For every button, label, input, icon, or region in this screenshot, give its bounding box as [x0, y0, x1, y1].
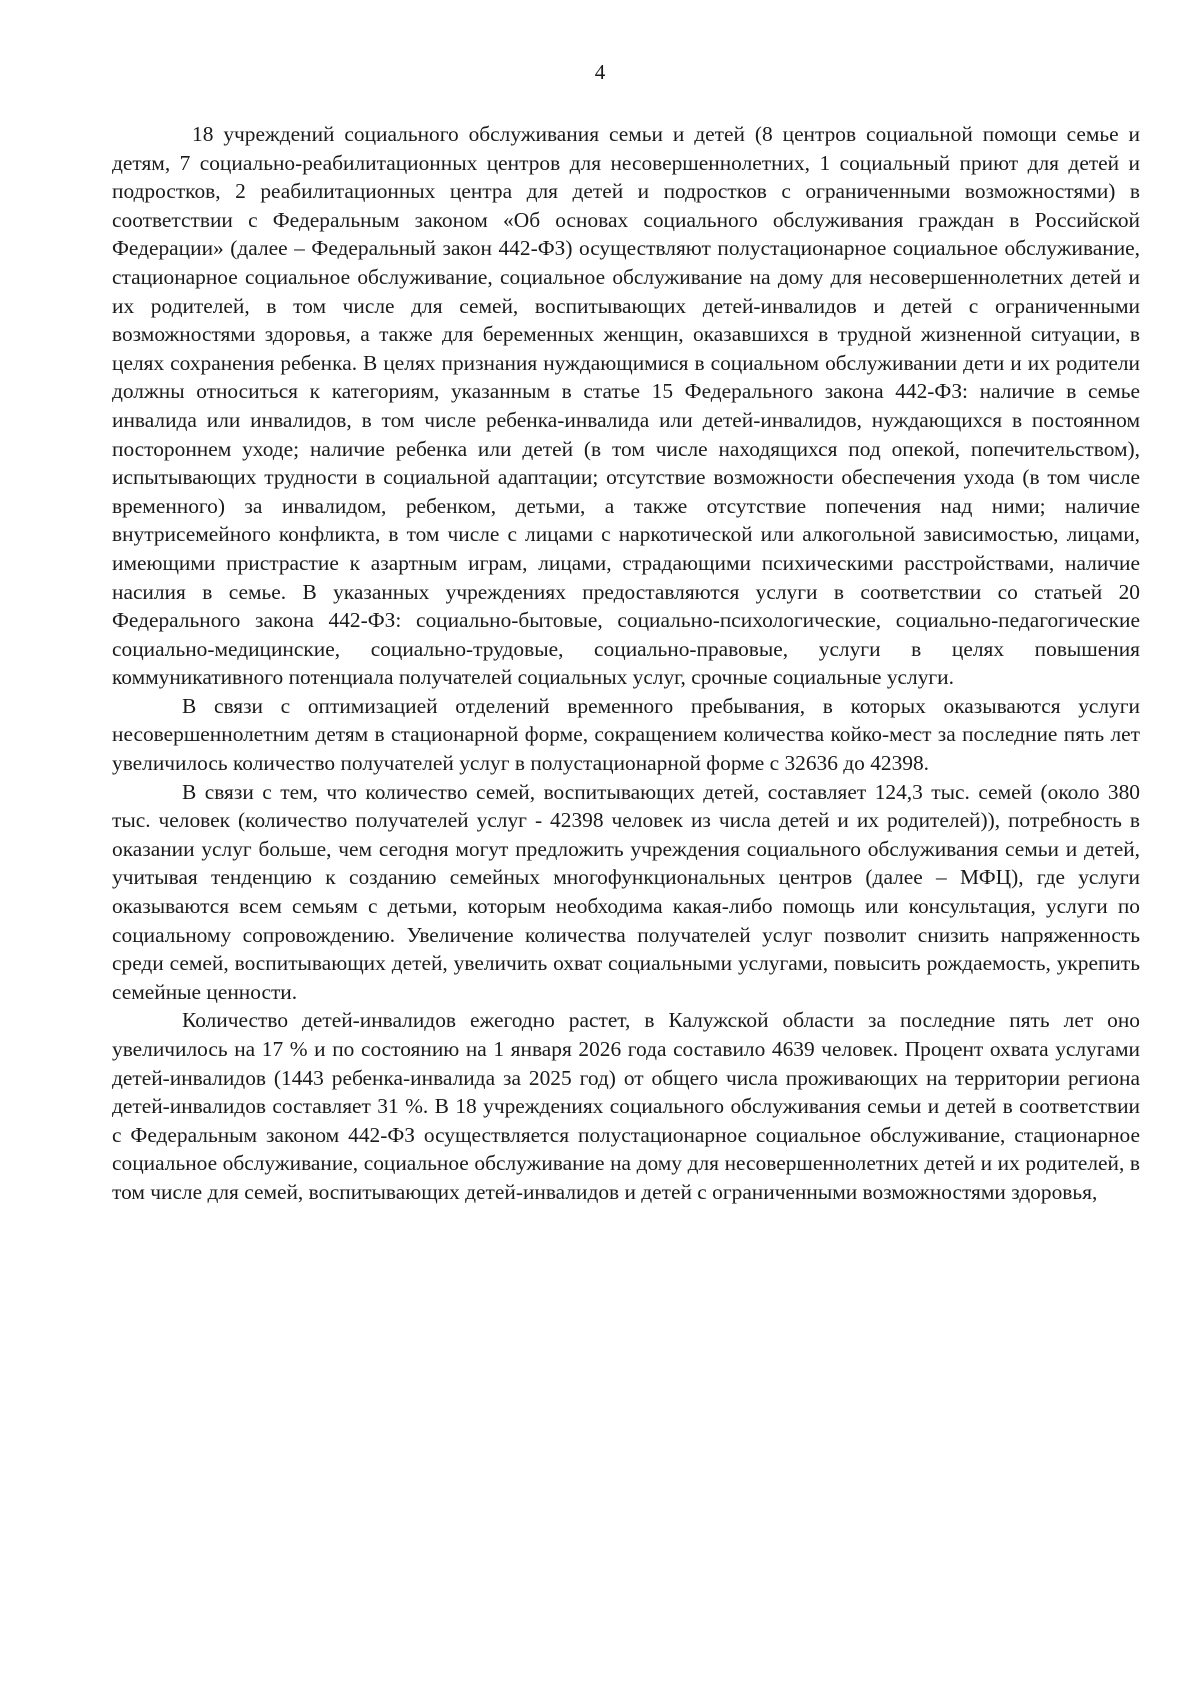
document-body	[112, 120, 1140, 1207]
paragraph: Количество детей-инвалидов ежегодно растет, в Калужской области за последние пять лет оно увеличилось на 17 % и по состоянию на 1 января 2026 года составило 4639 человек. Процент охвата услугами детей-инвалидов (1443 ребенка-инвалида за 2025 год) от общего числа проживающих на территории региона детей-инвалидов составляет 31 %. В 18 учреждениях социального обслуживания семьи и детей в соответствии с Федеральным законом 442-ФЗ осуществляется полустационарное социальное обслуживание, стационарное социальное обслуживание, социальное обслуживание на дому для несовершеннолетних детей и их родителей, в том числе для семей, воспитывающих детей-инвалидов и детей с ограниченными возможностями здоровья,	[112, 1008, 1140, 1204]
paragraph: 18 учреждений социального обслуживания семьи и детей (8 центров социальной помощи семье и детям, 7 социально-реабилитационных центров для несовершеннолетних, 1 социальный приют для детей и подростков, 2 реабилитационных центра для детей и подростков с ограниченными возможностями) в соответствии с Федеральным законом «Об основах социального обслуживания граждан в Российской Федерации» (далее – Федеральный закон 442-ФЗ) осуществляют полустационарное социальное обслуживание, стационарное социальное обслуживание, социальное обслуживание на дому для несовершеннолетних детей и их родителей, в том числе для семей, воспитывающих детей-инвалидов и детей с ограниченными возможностями здоровья, а также для беременных женщин, оказавшихся в трудной жизненной ситуации, в целях сохранения ребенка. В целях признания нуждающимися в социальном обслуживании дети и их родители должны относиться к категориям, указанным в статье 15 Федерального закона 442-ФЗ: наличие в семье инвалида или инвалидов, в том числе ребенка-инвалида или детей-инвалидов, нуждающихся в постоянном постороннем уходе; наличие ребенка или детей (в том числе находящихся под опекой, попечительством), испытывающих трудности в социальной адаптации; отсутствие возможности обеспечения ухода (в том числе временного) за инвалидом, ребенком, детьми, а также отсутствие попечения над ними; наличие внутрисемейного конфликта, в том числе с лицами с наркотической или алкогольной зависимостью, лицами, имеющими пристрастие к азартным играм, лицами, страдающими психическими расстройствами, наличие насилия в семье. В указанных учреждениях предоставляются услуги в соответствии со статьей 20 Федерального закона 442-ФЗ: социально-бытовые, социально-психологические, социально-педагогические социально-медицинские, социально-трудовые, социально-правовые, услуги в целях повышения коммуникативного потенциала получателей социальных услуг, срочные социальные услуги.	[112, 122, 1140, 690]
paragraph: В связи с оптимизацией отделений временного пребывания, в которых оказываются услуги несовершеннолетним детям в стационарной форме, сокращением количества койко-мест за последние пять лет увеличилось количество получателей услуг в полустационарной форме с 32636 до 42398.	[112, 693, 1140, 776]
paragraph: В связи с тем, что количество семей, воспитывающих детей, составляет 124,3 тыс. семей (около 380 тыс. человек (количество получателей услуг - 42398 человек из числа детей и их родителей)), потребность в оказании услуг больше, чем сегодня могут предложить учреждения социального обслуживания семьи и детей, учитывая тенденцию к созданию семейных многофункциональных центров (далее – МФЦ), где услуги оказываются всем семьям с детьми, которым необходима какая-либо помощь или консультация, услуги по социальному сопровождению. Увеличение количества получателей услуг позволит снизить напряженность среди семей, воспитывающих детей, увеличить охват социальными услугами, повысить рождаемость, укрепить семейные ценности.	[112, 779, 1140, 1004]
page-number: 4	[594, 60, 606, 84]
